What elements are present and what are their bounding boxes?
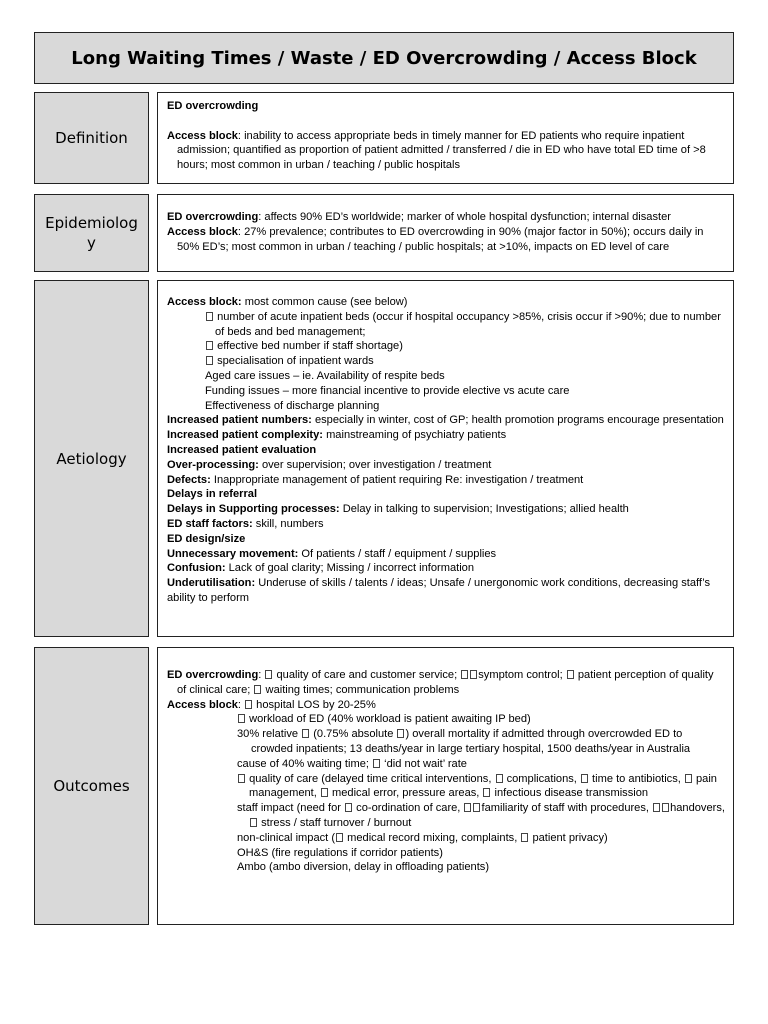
arrow-icon bbox=[470, 670, 477, 679]
definition-label-cell bbox=[34, 92, 149, 184]
aetiology-delays-supporting: Delays in Supporting processes: Delay in talking to supervision; Investigations; allied health bbox=[167, 503, 629, 516]
aetiology-patient-evaluation: Increased patient evaluation bbox=[167, 443, 317, 456]
epidemiology-label-cell bbox=[34, 194, 149, 272]
arrow-icon bbox=[336, 833, 343, 842]
aetiology-patient-numbers: Increased patient numbers: especially in winter, cost of GP; health promotion programs encourage presentation bbox=[167, 414, 724, 427]
arrow-icon bbox=[461, 670, 468, 679]
arrow-icon bbox=[345, 803, 352, 812]
arrow-icon bbox=[653, 803, 660, 812]
aetiology-content bbox=[157, 280, 734, 637]
outcomes-ohs: OH&S (fire regulations if corridor patients) bbox=[237, 846, 443, 859]
definition-ed-overcrowding: ED overcrowding bbox=[167, 100, 259, 112]
page-title: Long Waiting Times / Waste / ED Overcrowding / Access Block bbox=[71, 47, 697, 69]
arrow-icon bbox=[473, 803, 480, 812]
aetiology-unnecessary-movement: Unnecessary movement: Of patients / staff / equipment / supplies bbox=[167, 547, 497, 560]
definition-access-block: Access block: inability to access appropriate beds in timely manner for ED patients who require inpatient admission; quantified as proportion of patient admitted / transferred / die in ED who have total ED time of >8 hours; most common in urban / teaching / public hospitals bbox=[167, 129, 706, 172]
epidemiology-line-1: ED overcrowding: affects 90% ED’s worldwide; marker of whole hospital dysfunction; internal disaster bbox=[167, 211, 671, 223]
arrow-icon bbox=[483, 788, 490, 797]
aetiology-underutilisation: Underutilisation: Underuse of skills / talents / ideas; Unsafe / unergonomic work conditions, decreasing staff’s ability to perform bbox=[167, 577, 711, 604]
arrow-icon bbox=[206, 356, 213, 365]
epidemiology-label: Epidemiology bbox=[45, 214, 138, 252]
arrow-icon bbox=[521, 833, 528, 842]
epidemiology-content bbox=[157, 194, 734, 272]
arrow-icon bbox=[397, 729, 404, 738]
arrow-icon bbox=[464, 803, 471, 812]
outcomes-non-clinical: non-clinical impact ( medical record mixing, complaints, patient privacy) bbox=[237, 831, 608, 844]
outcomes-label: Outcomes bbox=[53, 777, 130, 795]
aetiology-label-cell bbox=[34, 280, 149, 637]
outcomes-quality-of-care: quality of care (delayed time critical interventions, complications, time to antibiotics, pain management, medical error, pressure areas, infectious disease transmission bbox=[167, 772, 725, 802]
aetiology-design-size: ED design/size bbox=[167, 532, 246, 545]
arrow-icon bbox=[302, 729, 309, 738]
arrow-icon bbox=[250, 818, 257, 827]
page-title-box bbox=[34, 32, 734, 84]
aetiology-sub-3: specialisation of inpatient wards bbox=[167, 354, 725, 369]
outcomes-mortality: 30% relative (0.75% absolute ) overall mortality if admitted through overcrowded ED to crowded inpatients; 13 deaths/year in large tertiary hospital, 1500 deaths/year in Australia bbox=[237, 728, 691, 755]
arrow-icon bbox=[581, 774, 588, 783]
arrow-icon bbox=[321, 788, 328, 797]
aetiology-sub-2: effective bed number if staff shortage) bbox=[167, 339, 725, 354]
aetiology-patient-complexity: Increased patient complexity: mainstreaming of psychiatry patients bbox=[167, 429, 507, 442]
aetiology-confusion: Confusion: Lack of goal clarity; Missing / incorrect information bbox=[167, 562, 475, 575]
arrow-icon bbox=[567, 670, 574, 679]
aetiology-access-block: Access block: most common cause (see below) bbox=[167, 296, 408, 308]
outcomes-ambo: Ambo (ambo diversion, delay in offloading patients) bbox=[237, 861, 490, 874]
arrow-icon bbox=[238, 774, 245, 783]
aetiology-sub-4: Aged care issues – ie. Availability of respite beds bbox=[205, 369, 445, 382]
outcomes-staff-impact: staff impact (need for co-ordination of care, familiarity of staff with procedures, handovers, stress / staff turnover / burnout bbox=[237, 802, 725, 829]
arrow-icon bbox=[206, 312, 213, 321]
epidemiology-line-2: Access block: 27% prevalence; contributes to ED overcrowding in 90% (major factor in 50%); occurs daily in 50% ED’s; most common in urban / teaching / public hospitals; at >10%, impacts on ED level of care bbox=[167, 225, 704, 253]
aetiology-sub-1: number of acute inpatient beds (occur if hospital occupancy >85%, crisis occur if >90%; due to number of beds and bed management; bbox=[167, 310, 725, 340]
outcomes-label-cell bbox=[34, 647, 149, 925]
outcomes-access-block: Access block: hospital LOS by 20-25% bbox=[167, 698, 376, 711]
arrow-icon bbox=[685, 774, 692, 783]
aetiology-sub-6: Effectiveness of discharge planning bbox=[205, 399, 380, 412]
aetiology-delays-referral: Delays in referral bbox=[167, 488, 258, 501]
aetiology-label: Aetiology bbox=[56, 449, 127, 468]
arrow-icon bbox=[496, 774, 503, 783]
arrow-icon bbox=[206, 341, 213, 350]
arrow-icon bbox=[254, 685, 261, 694]
arrow-icon bbox=[662, 803, 669, 812]
aetiology-defects: Defects: Inappropriate management of patient requiring Re: investigation / treatment bbox=[167, 473, 584, 486]
arrow-icon bbox=[265, 670, 272, 679]
outcomes-workload: workload of ED (40% workload is patient awaiting IP bed) bbox=[167, 712, 725, 727]
aetiology-sub-5: Funding issues – more financial incentive to provide elective vs acute care bbox=[205, 384, 570, 397]
outcomes-ed-overcrowding: ED overcrowding: quality of care and customer service; symptom control; patient perception of quality of clinical care; waiting times; communication problems bbox=[167, 669, 714, 696]
aetiology-over-processing: Over-processing: over supervision; over investigation / treatment bbox=[167, 458, 492, 471]
outcomes-content bbox=[157, 647, 734, 925]
arrow-icon bbox=[373, 759, 380, 768]
arrow-icon bbox=[245, 700, 252, 709]
definition-label: Definition bbox=[55, 129, 128, 147]
definition-content bbox=[157, 92, 734, 184]
aetiology-staff-factors: ED staff factors: skill, numbers bbox=[167, 517, 324, 530]
outcomes-waiting-time: cause of 40% waiting time; ‘did not wait’ rate bbox=[237, 757, 467, 770]
arrow-icon bbox=[238, 714, 245, 723]
